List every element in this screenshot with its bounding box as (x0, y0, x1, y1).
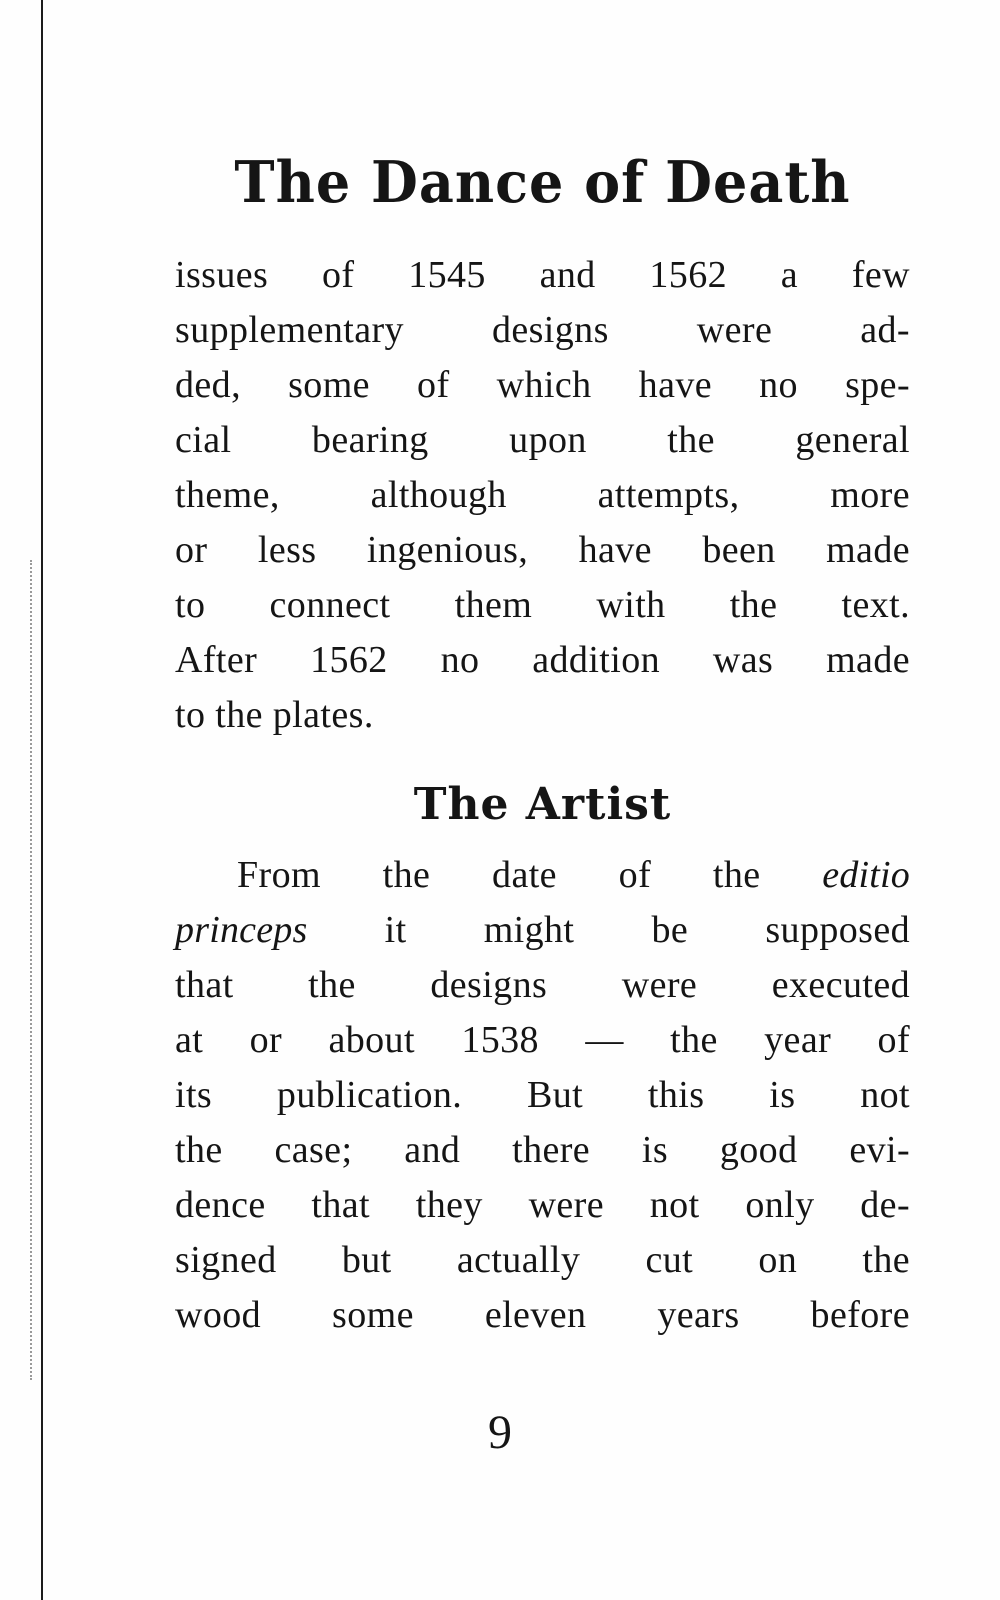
text-line: that the designs were executed (175, 964, 910, 1006)
text-line: dence that they were not only de- (175, 1184, 910, 1226)
text-line: After 1562 no addition was made (175, 639, 910, 681)
text-line: at or about 1538 — the year of (175, 1019, 910, 1061)
paragraph-issues (175, 248, 910, 743)
page-title: The Dance of Death (234, 148, 851, 216)
text-line: to the plates. (175, 694, 374, 736)
text-line: princeps it might be supposed (175, 909, 910, 951)
text-line: issues of 1545 and 1562 a few (175, 254, 910, 296)
section-heading-the-artist: The Artist (413, 779, 672, 830)
text-line: From the date of the editio (237, 854, 910, 896)
text-line: to connect them with the text. (175, 584, 910, 626)
text-line: its publication. But this is not (175, 1074, 910, 1116)
book-edge-line (41, 0, 43, 1600)
page-number: 9 (488, 1406, 512, 1459)
text-line: or less ingenious, have been made (175, 529, 910, 571)
text-line: signed but actually cut on the (175, 1239, 910, 1281)
text-line: cial bearing upon the general (175, 419, 910, 461)
text-line: the case; and there is good evi- (175, 1129, 910, 1171)
text-line: supplementary designs were ad- (175, 309, 910, 351)
paragraph-artist (175, 848, 910, 1343)
book-edge-dashed-line (30, 560, 32, 1380)
text-line: theme, although attempts, more (175, 474, 910, 516)
text-line: wood some eleven years before (175, 1294, 910, 1336)
text-block (175, 150, 910, 1343)
text-line: ded, some of which have no spe- (175, 364, 910, 406)
